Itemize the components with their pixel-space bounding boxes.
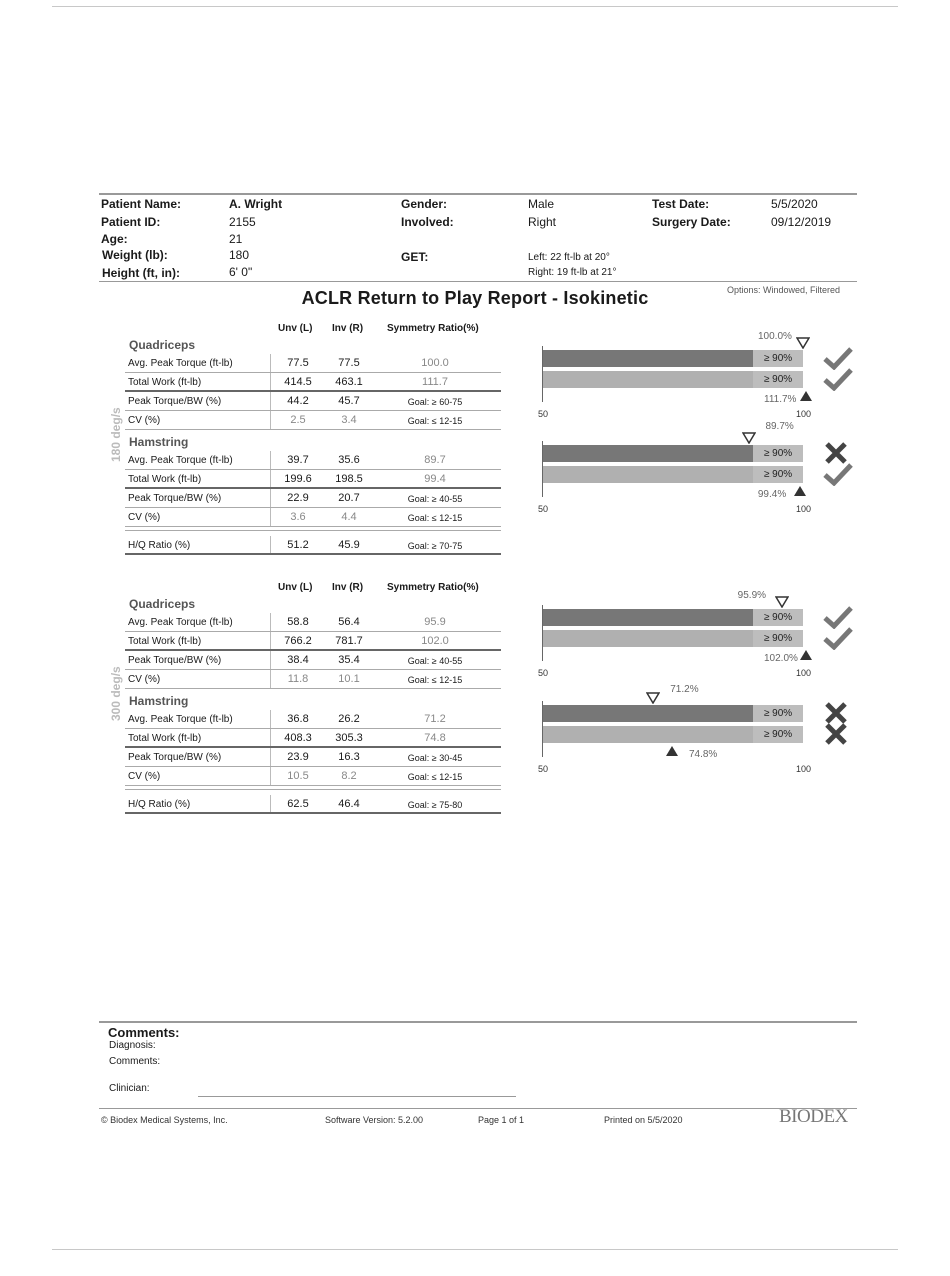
- row-divider: [125, 429, 501, 430]
- tick-min: 50: [538, 764, 549, 774]
- row-label: Avg. Peak Torque (ft-lb): [128, 455, 233, 466]
- column-divider: [270, 354, 271, 373]
- value-symmetry: Goal: ≤ 12-15: [407, 772, 463, 782]
- comments-title: Comments:: [108, 1025, 180, 1040]
- torque-percent-label: 89.7%: [765, 421, 794, 432]
- value-unv: 36.8: [287, 713, 309, 725]
- col-header-inv: Inv (R): [332, 323, 364, 334]
- table-row: [125, 651, 501, 670]
- patient-name-label: Patient Name:: [101, 197, 182, 211]
- value-symmetry: Goal: ≤ 12-15: [407, 513, 463, 523]
- height-label: Height (ft, in):: [102, 266, 180, 280]
- gender-label: Gender:: [401, 197, 448, 211]
- value-symmetry: 111.7: [422, 376, 448, 388]
- value-symmetry: Goal: ≥ 60-75: [407, 397, 463, 407]
- table-row: [125, 411, 501, 430]
- row-label: H/Q Ratio (%): [128, 540, 191, 551]
- torque-marker: [775, 595, 789, 613]
- torque-percent-label: 95.9%: [737, 590, 767, 601]
- age: 21: [229, 232, 243, 246]
- gender: Male: [528, 197, 555, 211]
- section-quadriceps: Quadriceps: [129, 338, 196, 352]
- row-divider: [125, 553, 501, 555]
- col-header-unv: Unv (L): [278, 582, 313, 593]
- bar-avg-peak-torque: [543, 445, 803, 462]
- value-unv: 44.2: [287, 395, 309, 407]
- column-divider: [270, 451, 271, 470]
- row-label: Avg. Peak Torque (ft-lb): [128, 358, 233, 369]
- age-label: Age:: [101, 232, 128, 246]
- value-inv: 77.5: [338, 357, 360, 369]
- footer-rule: [99, 1108, 857, 1109]
- value-symmetry: Goal: ≥ 75-80: [407, 800, 463, 810]
- row-divider: [125, 526, 501, 527]
- comments-label: Comments:: [109, 1056, 161, 1067]
- header-bottom-rule: [99, 281, 857, 282]
- value-inv: 56.4: [338, 616, 360, 628]
- row-divider: [125, 789, 501, 790]
- footer-page: Page 1 of 1: [478, 1115, 525, 1125]
- row-label: H/Q Ratio (%): [128, 799, 191, 810]
- value-symmetry: 95.9: [424, 616, 446, 628]
- tick-max: 100: [796, 504, 812, 514]
- threshold-label: ≥ 90%: [753, 609, 803, 626]
- row-label: CV (%): [128, 415, 161, 426]
- table-row: [125, 354, 501, 373]
- involved-label: Involved:: [401, 215, 454, 229]
- value-symmetry: 74.8: [424, 732, 446, 744]
- threshold-label: ≥ 90%: [753, 445, 803, 462]
- value-inv: 46.4: [338, 798, 360, 810]
- value-unv: 766.2: [284, 635, 312, 647]
- value-symmetry: 102.0: [421, 635, 449, 647]
- tick-min: 50: [538, 409, 549, 419]
- section-hamstring: Hamstring: [129, 694, 189, 708]
- threshold-label: ≥ 90%: [753, 705, 803, 722]
- speed-label: 180 deg/s: [109, 407, 123, 462]
- row-label: Total Work (ft-lb): [128, 733, 202, 744]
- row-label: CV (%): [128, 512, 161, 523]
- value-unv: 2.5: [290, 414, 306, 426]
- footer-copyright: © Biodex Medical Systems, Inc.: [101, 1115, 228, 1125]
- patient-id-label: Patient ID:: [101, 215, 161, 229]
- speed-label: 300 deg/s: [109, 666, 123, 721]
- table-row: [125, 632, 501, 651]
- work-marker: [800, 389, 812, 407]
- test-date: 5/5/2020: [771, 197, 818, 211]
- value-inv: 10.1: [338, 673, 360, 685]
- value-inv: 35.4: [338, 654, 360, 666]
- row-label: CV (%): [128, 771, 161, 782]
- bar-avg-peak-torque: [543, 705, 803, 722]
- table-row: [125, 767, 501, 786]
- check-icon: [823, 462, 853, 491]
- value-unv: 23.9: [287, 751, 309, 763]
- value-symmetry: Goal: ≥ 30-45: [407, 753, 463, 763]
- work-marker: [800, 648, 812, 666]
- value-inv: 463.1: [335, 376, 363, 388]
- value-unv: 51.2: [287, 539, 309, 551]
- col-header-symmetry: Symmetry Ratio(%): [387, 323, 479, 334]
- torque-percent-label: 100.0%: [758, 331, 792, 342]
- value-inv: 35.6: [338, 454, 360, 466]
- report-options: Options: Windowed, Filtered: [727, 285, 841, 295]
- value-unv: 38.4: [287, 654, 309, 666]
- table-row: [125, 451, 501, 470]
- value-symmetry: Goal: ≥ 70-75: [407, 541, 463, 551]
- header-top-rule: [99, 193, 857, 195]
- col-header-inv: Inv (R): [332, 582, 364, 593]
- patient-name: A. Wright: [229, 197, 283, 211]
- bar-avg-peak-torque: [543, 350, 803, 367]
- involved: Right: [528, 215, 557, 229]
- value-symmetry: Goal: ≥ 40-55: [407, 494, 463, 504]
- row-label: Total Work (ft-lb): [128, 474, 202, 485]
- value-inv: 45.7: [338, 395, 360, 407]
- surgery-date: 09/12/2019: [771, 215, 832, 229]
- row-label: Peak Torque/BW (%): [128, 396, 222, 407]
- table-row-hq-ratio: [125, 536, 501, 555]
- value-unv: 39.7: [287, 454, 309, 466]
- value-unv: 77.5: [287, 357, 309, 369]
- table-row: [125, 373, 501, 392]
- height: 6' 0": [229, 265, 253, 279]
- tick-max: 100: [796, 764, 812, 774]
- tick-max: 100: [796, 409, 812, 419]
- clinician-label: Clinician:: [109, 1083, 150, 1094]
- value-inv: 16.3: [338, 751, 360, 763]
- value-symmetry: 99.4: [424, 473, 446, 485]
- value-inv: 4.4: [341, 511, 357, 523]
- value-inv: 305.3: [335, 732, 363, 744]
- column-divider: [270, 508, 271, 527]
- weight: 180: [229, 248, 250, 262]
- table-row: [125, 748, 501, 767]
- value-symmetry: 89.7: [424, 454, 446, 466]
- bar-total-work: [543, 630, 803, 647]
- section-quadriceps: Quadriceps: [129, 597, 196, 611]
- row-divider: [125, 785, 501, 786]
- row-label: Peak Torque/BW (%): [128, 752, 222, 763]
- value-inv: 198.5: [335, 473, 363, 485]
- value-unv: 199.6: [284, 473, 312, 485]
- torque-marker: [742, 431, 756, 449]
- tick-max: 100: [796, 668, 812, 678]
- table-row: [125, 508, 501, 527]
- table-row: [125, 392, 501, 411]
- value-unv: 11.8: [287, 673, 309, 685]
- threshold-label: ≥ 90%: [753, 630, 803, 647]
- col-header-symmetry: Symmetry Ratio(%): [387, 582, 479, 593]
- value-unv: 414.5: [284, 376, 312, 388]
- check-icon: [823, 367, 853, 396]
- footer-version: Software Version: 5.2.00: [325, 1115, 424, 1125]
- value-unv: 408.3: [284, 732, 312, 744]
- column-divider: [270, 489, 271, 508]
- row-label: CV (%): [128, 674, 161, 685]
- table-row: [125, 489, 501, 508]
- get-right: Right: 19 ft-lb at 21°: [528, 267, 617, 278]
- tick-min: 50: [538, 668, 549, 678]
- work-percent-label: 99.4%: [757, 489, 787, 500]
- threshold-label: ≥ 90%: [753, 726, 803, 743]
- row-label: Total Work (ft-lb): [128, 377, 202, 388]
- row-label: Avg. Peak Torque (ft-lb): [128, 714, 233, 725]
- row-divider: [125, 530, 501, 531]
- top-edge-line: [52, 6, 898, 7]
- row-divider: [125, 688, 501, 689]
- work-percent-label: 102.0%: [764, 653, 798, 664]
- bar-total-work: [543, 466, 803, 483]
- torque-percent-label: 71.2%: [670, 684, 699, 695]
- biodex-logo: BIODEX: [779, 1106, 848, 1127]
- diagnosis-label: Diagnosis:: [109, 1040, 156, 1051]
- value-symmetry: 71.2: [424, 713, 446, 725]
- column-divider: [270, 710, 271, 729]
- value-symmetry: Goal: ≥ 40-55: [407, 656, 463, 666]
- row-label: Total Work (ft-lb): [128, 636, 202, 647]
- value-unv: 3.6: [290, 511, 306, 523]
- work-percent-label: 111.7%: [764, 394, 797, 405]
- column-divider: [270, 651, 271, 670]
- cross-icon: [824, 722, 848, 751]
- value-inv: 45.9: [338, 539, 360, 551]
- bar-total-work: [543, 726, 803, 743]
- tick-min: 50: [538, 504, 549, 514]
- get-label: GET:: [401, 250, 429, 264]
- row-label: Peak Torque/BW (%): [128, 655, 222, 666]
- table-row: [125, 729, 501, 748]
- comments-top-rule: [99, 1021, 857, 1023]
- bar-total-work: [543, 371, 803, 388]
- threshold-label: ≥ 90%: [753, 350, 803, 367]
- threshold-label: ≥ 90%: [753, 466, 803, 483]
- table-row-hq-ratio: [125, 795, 501, 814]
- value-unv: 10.5: [287, 770, 309, 782]
- surgery-date-label: Surgery Date:: [652, 215, 731, 229]
- work-marker: [666, 744, 678, 762]
- value-symmetry: 100.0: [421, 357, 449, 369]
- clinician-signature-line: [198, 1096, 516, 1097]
- col-header-unv: Unv (L): [278, 323, 313, 334]
- test-date-label: Test Date:: [652, 197, 710, 211]
- check-icon: [823, 626, 853, 655]
- value-symmetry: Goal: ≤ 12-15: [407, 416, 463, 426]
- table-row: [125, 613, 501, 632]
- value-unv: 58.8: [287, 616, 309, 628]
- bottom-edge-line: [52, 1249, 898, 1250]
- value-inv: 781.7: [335, 635, 363, 647]
- value-inv: 8.2: [341, 770, 357, 782]
- bar-avg-peak-torque: [543, 609, 803, 626]
- value-inv: 3.4: [341, 414, 357, 426]
- work-percent-label: 74.8%: [688, 749, 718, 760]
- weight-label: Weight (lb):: [102, 248, 168, 262]
- footer-printed: Printed on 5/5/2020: [604, 1115, 683, 1125]
- torque-marker: [646, 691, 660, 709]
- report-title: ACLR Return to Play Report - Isokinetic: [301, 288, 649, 308]
- section-hamstring: Hamstring: [129, 435, 189, 449]
- value-symmetry: Goal: ≤ 12-15: [407, 675, 463, 685]
- row-divider: [125, 812, 501, 814]
- threshold-label: ≥ 90%: [753, 371, 803, 388]
- column-divider: [270, 613, 271, 632]
- table-row: [125, 710, 501, 729]
- value-inv: 26.2: [338, 713, 360, 725]
- column-divider: [270, 411, 271, 430]
- column-divider: [270, 767, 271, 786]
- table-row: [125, 670, 501, 689]
- value-unv: 22.9: [287, 492, 309, 504]
- patient-id: 2155: [229, 215, 256, 229]
- column-divider: [270, 670, 271, 689]
- get-left: Left: 22 ft-lb at 20°: [528, 252, 610, 263]
- work-marker: [794, 484, 806, 502]
- torque-marker: [796, 336, 810, 354]
- column-divider: [270, 748, 271, 767]
- row-label: Peak Torque/BW (%): [128, 493, 222, 504]
- value-unv: 62.5: [287, 798, 309, 810]
- table-row: [125, 470, 501, 489]
- value-inv: 20.7: [338, 492, 360, 504]
- column-divider: [270, 392, 271, 411]
- row-label: Avg. Peak Torque (ft-lb): [128, 617, 233, 628]
